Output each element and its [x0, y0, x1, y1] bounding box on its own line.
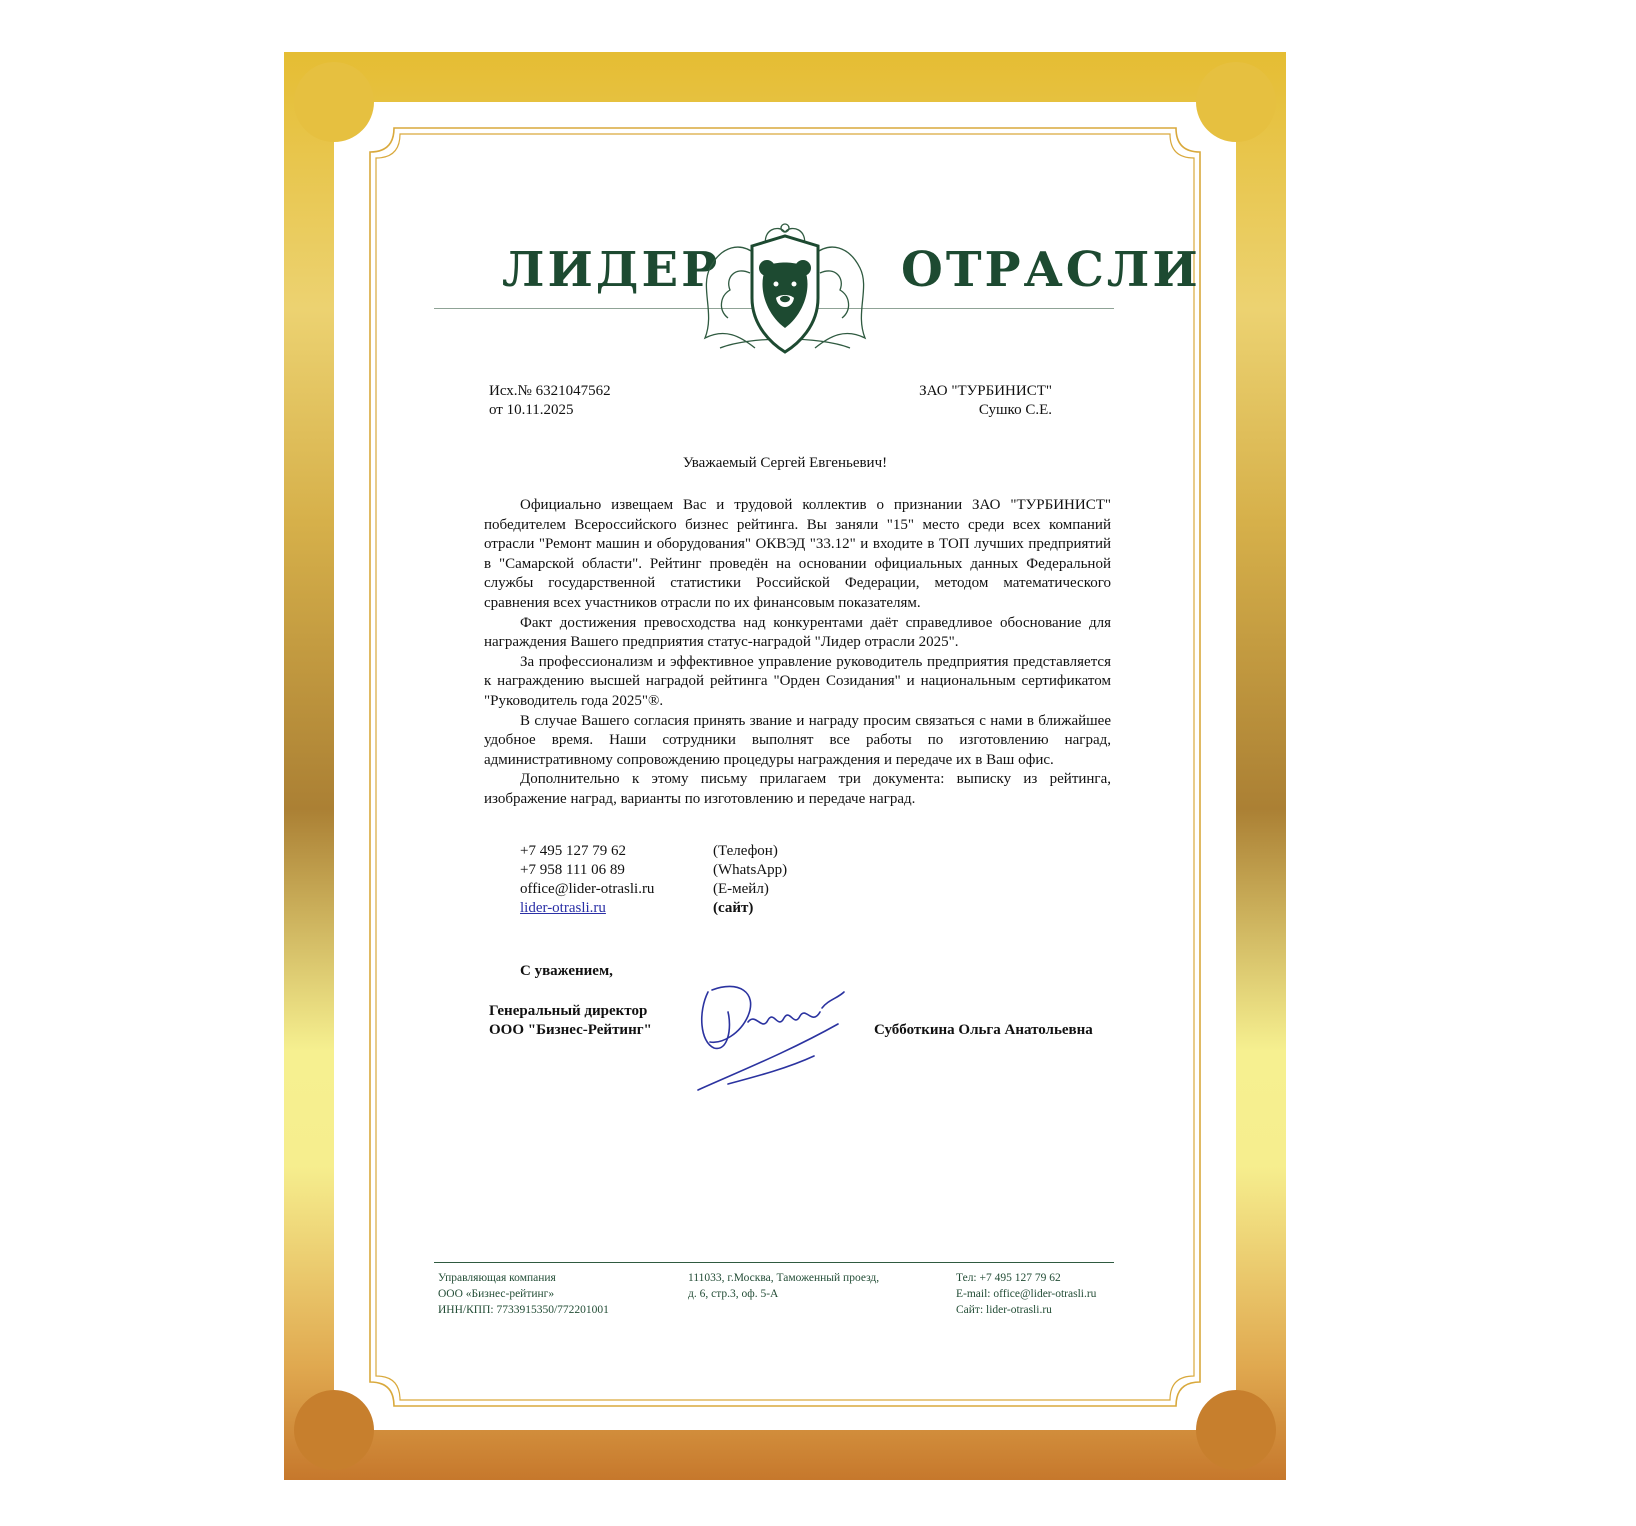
- closing-regards: С уважением,: [520, 963, 613, 979]
- signer-name: Субботкина Ольга Анатольевна: [874, 1022, 1093, 1038]
- contact-phone-label: (Телефон): [713, 843, 778, 859]
- contact-email: office@lider-otrasli.ru: [520, 881, 655, 897]
- frame-corner: [1196, 1390, 1276, 1470]
- body-paragraph: За профессионализм и эффективное управление руководитель предприятия представляется к награждению высшей наградой рейтинга "Орден Созидания" и национальным сертификатом "Руководитель года 2025"®.: [484, 653, 1111, 709]
- footer-contacts: Тел: +7 495 127 79 62: [956, 1272, 1061, 1284]
- contact-email-label: (E-мейл): [713, 881, 769, 897]
- contact-phone: +7 495 127 79 62: [520, 843, 626, 859]
- footer-contacts: E-mail: office@lider-otrasli.ru: [956, 1288, 1097, 1300]
- frame-corner: [1196, 62, 1276, 142]
- logo-word-left: ЛИДЕР: [502, 242, 721, 298]
- body-paragraph: Дополнительно к этому письму прилагаем три документа: выписку из рейтинга, изображение наград, варианты по изготовлению и передаче наград.: [484, 771, 1111, 807]
- footer-contacts: Сайт: lider-otrasli.ru: [956, 1304, 1052, 1316]
- letter-body: [484, 496, 1111, 810]
- footer-address: д. 6, стр.3, оф. 5-А: [688, 1288, 779, 1300]
- contact-whatsapp-label: (WhatsApp): [713, 862, 788, 878]
- frame-corner: [294, 62, 374, 142]
- recipient-company: ЗАО "ТУРБИНИСТ": [919, 383, 1052, 399]
- outgoing-number: Исх.№ 6321047562: [489, 383, 611, 399]
- logo-word-right: ОТРАСЛИ: [901, 242, 1201, 298]
- bear-crest-logo: [700, 218, 870, 358]
- signer-position: Генеральный директор: [489, 1003, 648, 1019]
- body-paragraph: В случае Вашего согласия принять звание и награду просим связаться с нами в ближайшее удобное время. Наши сотрудники выполнят все работы по изготовлению наград, административному сопровождению процедуры награждения и передаче их в Ваш офис.: [484, 712, 1111, 768]
- letter-sheet: [334, 102, 1236, 1430]
- contact-site-label: (сайт): [713, 900, 754, 916]
- handwritten-signature: [688, 972, 858, 1102]
- signer-company: ООО "Бизнес-Рейтинг": [489, 1022, 652, 1038]
- contact-whatsapp: +7 958 111 06 89: [520, 862, 625, 878]
- body-paragraph: Официально извещаем Вас и трудовой коллектив о признании ЗАО "ТУРБИНИСТ" победителем Всероссийского бизнес рейтинга. Вы заняли "15" место среди всех компаний отрасли "Ремонт машин и оборудования" ОКВЭД "33.12" и входите в ТОП лучших предприятий в "Самарской области". Рейтинг проведён на основании официальных данных Федеральной службы государственной статистики Российской Федерации, методом математического сравнения всех участников отрасли по их финансовым показателям.: [484, 497, 1111, 611]
- recipient-person: Сушко С.Е.: [978, 402, 1052, 418]
- footer-company: ООО «Бизнес-рейтинг»: [438, 1288, 555, 1300]
- footer-address: 111033, г.Москва, Таможенный проезд,: [688, 1272, 880, 1284]
- footer-company: ИНН/КПП: 7733915350/772201001: [438, 1304, 609, 1316]
- letter-date: от 10.11.2025: [489, 402, 574, 418]
- frame-corner: [294, 1390, 374, 1470]
- footer-company: Управляющая компания: [438, 1272, 556, 1284]
- body-paragraph: Факт достижения превосходства над конкурентами даёт справедливое обоснование для награждения Вашего предприятия статус-наградой "Лидер отрасли 2025".: [484, 614, 1111, 651]
- footer-rule: [434, 1262, 1114, 1263]
- contact-site-link[interactable]: lider-otrasli.ru: [520, 900, 606, 916]
- gold-frame: [284, 52, 1286, 1480]
- greeting: Уважаемый Сергей Евгеньевич!: [682, 455, 888, 471]
